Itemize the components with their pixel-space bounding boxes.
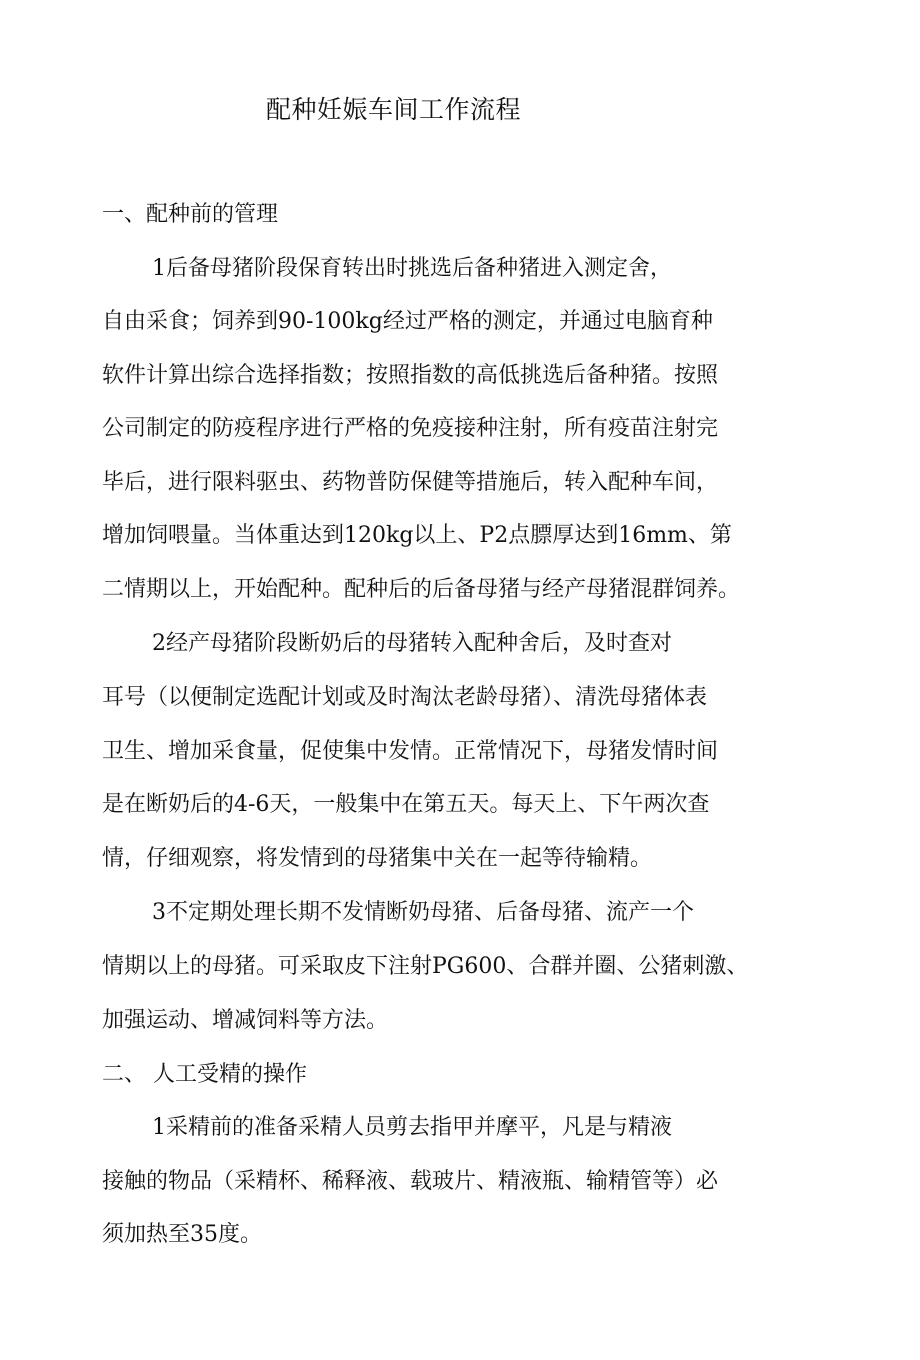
paragraph-line: 情，仔细观察，将发情到的母猪集中关在一起等待输精。 — [102, 846, 653, 871]
paragraph-line: 毕后，进行限料驱虫、药物普防保健等措施后，转入配种车间， — [102, 470, 719, 495]
paragraph-line: 须加热至35度。 — [102, 1222, 262, 1247]
section-heading-2: 二、 人工受精的操作 — [102, 1062, 307, 1087]
paragraph-line: 2经产母猪阶段断奶后的母猪转入配种舍后，及时查对 — [152, 631, 672, 656]
paragraph-line: 增加饲喂量。当体重达到120kg以上、P2点膘厚达到16mm、第 — [102, 523, 732, 548]
section-heading-1: 一、配种前的管理 — [102, 202, 279, 227]
paragraph-line: 软件计算出综合选择指数；按照指数的高低挑选后备种猪。按照 — [102, 363, 719, 388]
paragraph-line: 1后备母猪阶段保育转出时挑选后备种猪进入测定舍， — [152, 256, 672, 281]
paragraph-line: 接触的物品（采精杯、稀释液、载玻片、精液瓶、输精管等）必 — [102, 1169, 719, 1194]
paragraph-line: 1采精前的准备采精人员剪去指甲并摩平，凡是与精液 — [152, 1115, 672, 1140]
paragraph-line: 耳号（以便制定选配计划或及时淘汰老龄母猪）、清洗母猪体表 — [102, 685, 708, 710]
paragraph-line: 情期以上的母猪。可采取皮下注射PG600、合群并圈、公猪刺激、 — [102, 954, 749, 979]
paragraph-line: 自由采食；饲养到90-100kg经过严格的测定，并通过电脑育种 — [102, 309, 713, 334]
paragraph-line: 公司制定的防疫程序进行严格的免疫接种注射，所有疫苗注射完 — [102, 416, 719, 441]
document-title: 配种妊娠车间工作流程 — [266, 95, 522, 124]
paragraph-line: 二情期以上，开始配种。配种后的后备母猪与经产母猪混群饲养。 — [102, 577, 741, 602]
paragraph-line: 卫生、增加采食量，促使集中发情。正常情况下，母猪发情时间 — [102, 739, 719, 764]
paragraph-line: 加强运动、增减饲料等方法。 — [102, 1008, 389, 1033]
paragraph-line: 3不定期处理长期不发情断奶母猪、后备母猪、流产一个 — [152, 900, 694, 925]
paragraph-line: 是在断奶后的4-6天，一般集中在第五天。每天上、下午两次查 — [102, 792, 710, 817]
